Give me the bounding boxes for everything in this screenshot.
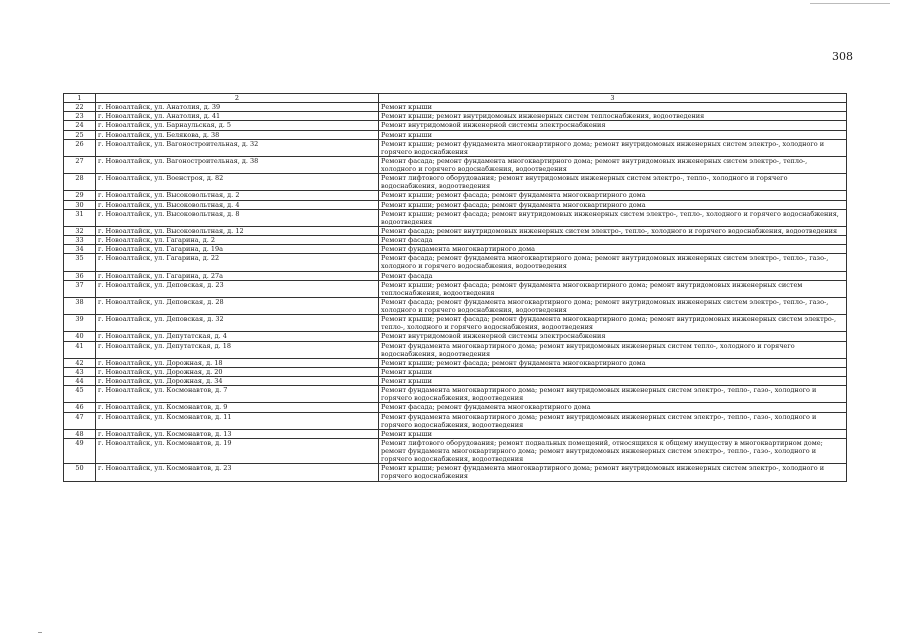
address-cell: г. Новоалтайск, ул. Деповская, д. 23: [96, 280, 379, 297]
address-cell: г. Новоалтайск, ул. Военстроя, д. 82: [96, 174, 379, 191]
works-cell: Ремонт крыши: [379, 429, 847, 438]
row-number-cell: 33: [64, 236, 96, 245]
address-cell: г. Новоалтайск, ул. Барнаульская, д. 5: [96, 121, 379, 130]
column-header-address: 2: [96, 94, 379, 103]
table-row: [64, 332, 847, 341]
table-row: [64, 245, 847, 254]
works-cell: Ремонт фасада: [379, 236, 847, 245]
works-cell: Ремонт фасада; ремонт фундамента многоквартирного дома: [379, 403, 847, 412]
table-row: [64, 121, 847, 130]
address-cell: г. Новоалтайск, ул. Гагарина, д. 2: [96, 236, 379, 245]
column-header-number: 1: [64, 94, 96, 103]
row-number-cell: 37: [64, 280, 96, 297]
address-cell: г. Новоалтайск, ул. Гагарина, д. 27а: [96, 271, 379, 280]
works-cell: Ремонт крыши; ремонт фундамента многоквартирного дома; ремонт внутридомовых инженерных систем электро-, холодного и горячего водоснабжения: [379, 464, 847, 481]
address-cell: г. Новоалтайск, ул. Дорожная, д. 34: [96, 377, 379, 386]
table-row: [64, 464, 847, 481]
row-number-cell: 38: [64, 297, 96, 314]
table-header-row: [64, 94, 847, 103]
table-row: [64, 226, 847, 235]
page-number: 308: [832, 50, 853, 63]
address-cell: г. Новоалтайск, ул. Высоковольтная, д. 8: [96, 209, 379, 226]
table-row: [64, 412, 847, 429]
works-cell: Ремонт крыши: [379, 130, 847, 139]
address-cell: г. Новоалтайск, ул. Депутатская, д. 18: [96, 341, 379, 358]
table-row: [64, 174, 847, 191]
column-header-works: 3: [379, 94, 847, 103]
repair-works-table: [63, 93, 847, 482]
works-cell: Ремонт крыши; ремонт фундамента многоквартирного дома; ремонт внутридомовых инженерных систем электро-, холодного и горячего водоснабжения: [379, 139, 847, 156]
row-number-cell: 36: [64, 271, 96, 280]
address-cell: г. Новоалтайск, ул. Высоковольтная, д. 4: [96, 200, 379, 209]
works-cell: Ремонт фундамента многоквартирного дома; ремонт внутридомовых инженерных систем электро-, тепло-, газо-, холодного и горячего водоснабжения, водоотведения: [379, 386, 847, 403]
works-cell: Ремонт лифтового оборудования; ремонт подвальных помещений, относящихся к общему имуществу в многоквартирном доме; ремонт фундамента многоквартирного дома; ремонт внутридомовых инженерных систем электро-, тепло-, газо-, холодного и горячего водоснабжения, водоотведения: [379, 438, 847, 463]
row-number-cell: 26: [64, 139, 96, 156]
address-cell: г. Новоалтайск, ул. Вагоностроительная, д. 32: [96, 139, 379, 156]
address-cell: г. Новоалтайск, ул. Дорожная, д. 18: [96, 358, 379, 367]
address-cell: г. Новоалтайск, ул. Космонавтов, д. 7: [96, 386, 379, 403]
table-row: [64, 254, 847, 271]
address-cell: г. Новоалтайск, ул. Белякова, д. 38: [96, 130, 379, 139]
table-row: [64, 297, 847, 314]
table-row: [64, 139, 847, 156]
address-cell: г. Новоалтайск, ул. Деповская, д. 32: [96, 315, 379, 332]
address-cell: г. Новоалтайск, ул. Анатолия, д. 39: [96, 103, 379, 112]
works-cell: Ремонт фасада; ремонт фундамента многоквартирного дома; ремонт внутридомовых инженерных систем электро-, тепло-, холодного и горячего водоснабжения, водоотведения: [379, 156, 847, 173]
address-cell: г. Новоалтайск, ул. Высоковольтная, д. 12: [96, 226, 379, 235]
row-number-cell: 45: [64, 386, 96, 403]
works-cell: Ремонт крыши; ремонт фасада; ремонт фундамента многоквартирного дома: [379, 358, 847, 367]
row-number-cell: 41: [64, 341, 96, 358]
table-row: [64, 130, 847, 139]
works-cell: Ремонт крыши; ремонт внутридомовых инженерных систем теплоснабжения, водоотведения: [379, 112, 847, 121]
works-cell: Ремонт крыши: [379, 103, 847, 112]
row-number-cell: 30: [64, 200, 96, 209]
table-row: [64, 358, 847, 367]
address-cell: г. Новоалтайск, ул. Космонавтов, д. 11: [96, 412, 379, 429]
row-number-cell: 43: [64, 367, 96, 376]
table-row: [64, 280, 847, 297]
table-row: [64, 367, 847, 376]
row-number-cell: 25: [64, 130, 96, 139]
address-cell: г. Новоалтайск, ул. Вагоностроительная, д. 38: [96, 156, 379, 173]
works-cell: Ремонт внутридомовой инженерной системы электроснабжения: [379, 121, 847, 130]
row-number-cell: 42: [64, 358, 96, 367]
works-cell: Ремонт крыши: [379, 367, 847, 376]
works-cell: Ремонт внутридомовой инженерной системы электроснабжения: [379, 332, 847, 341]
row-number-cell: 23: [64, 112, 96, 121]
works-cell: Ремонт фасада: [379, 271, 847, 280]
row-number-cell: 47: [64, 412, 96, 429]
works-cell: Ремонт фундамента многоквартирного дома; ремонт внутридомовых инженерных систем тепло-, холодного и горячего водоснабжения, водоотведения: [379, 341, 847, 358]
table-row: [64, 341, 847, 358]
table-row: [64, 377, 847, 386]
works-cell: Ремонт крыши; ремонт фасада; ремонт фундамента многоквартирного дома; ремонт внутридомовых инженерных систем теплоснабжения, водоотведения: [379, 280, 847, 297]
table-row: [64, 438, 847, 463]
works-cell: Ремонт фасада; ремонт фундамента многоквартирного дома; ремонт внутридомовых инженерных систем электро-, тепло-, газо-, холодного и горячего водоснабжения, водоотведения: [379, 297, 847, 314]
table-row: [64, 403, 847, 412]
row-number-cell: 40: [64, 332, 96, 341]
works-cell: Ремонт крыши; ремонт фасада; ремонт фундамента многоквартирного дома: [379, 200, 847, 209]
row-number-cell: 29: [64, 191, 96, 200]
row-number-cell: 34: [64, 245, 96, 254]
row-number-cell: 49: [64, 438, 96, 463]
works-cell: Ремонт крыши; ремонт фасада; ремонт фундамента многоквартирного дома: [379, 191, 847, 200]
table-row: [64, 112, 847, 121]
works-cell: Ремонт фасада; ремонт фундамента многоквартирного дома; ремонт внутридомовых инженерных систем электро-, тепло-, газо-, холодного и горячего водоснабжения, водоотведения: [379, 254, 847, 271]
table-row: [64, 429, 847, 438]
table-row: [64, 103, 847, 112]
row-number-cell: 35: [64, 254, 96, 271]
address-cell: г. Новоалтайск, ул. Депутатская, д. 4: [96, 332, 379, 341]
row-number-cell: 28: [64, 174, 96, 191]
row-number-cell: 32: [64, 226, 96, 235]
table-row: [64, 386, 847, 403]
row-number-cell: 46: [64, 403, 96, 412]
row-number-cell: 27: [64, 156, 96, 173]
table-row: [64, 200, 847, 209]
works-cell: Ремонт крыши; ремонт фасада; ремонт фундамента многоквартирного дома; ремонт внутридомовых инженерных систем электро-, тепло-, холодного и горячего водоснабжения, водоотведения: [379, 315, 847, 332]
row-number-cell: 50: [64, 464, 96, 481]
row-number-cell: 24: [64, 121, 96, 130]
row-number-cell: 31: [64, 209, 96, 226]
scan-artifact-mark: [38, 632, 42, 633]
table-row: [64, 315, 847, 332]
table-row: [64, 271, 847, 280]
table-row: [64, 236, 847, 245]
row-number-cell: 22: [64, 103, 96, 112]
address-cell: г. Новоалтайск, ул. Анатолия, д. 41: [96, 112, 379, 121]
table-body: [64, 103, 847, 481]
works-cell: Ремонт фундамента многоквартирного дома; ремонт внутридомовых инженерных систем электро-, тепло-, газо-, холодного и горячего водоснабжения, водоотведения: [379, 412, 847, 429]
address-cell: г. Новоалтайск, ул. Дорожная, д. 20: [96, 367, 379, 376]
address-cell: г. Новоалтайск, ул. Космонавтов, д. 9: [96, 403, 379, 412]
row-number-cell: 48: [64, 429, 96, 438]
address-cell: г. Новоалтайск, ул. Высоковольтная, д. 2: [96, 191, 379, 200]
address-cell: г. Новоалтайск, ул. Космонавтов, д. 23: [96, 464, 379, 481]
works-cell: Ремонт фундамента многоквартирного дома: [379, 245, 847, 254]
row-number-cell: 44: [64, 377, 96, 386]
works-cell: Ремонт крыши: [379, 377, 847, 386]
address-cell: г. Новоалтайск, ул. Гагарина, д. 19а: [96, 245, 379, 254]
address-cell: г. Новоалтайск, ул. Космонавтов, д. 13: [96, 429, 379, 438]
scan-artifact-line: [810, 3, 890, 4]
address-cell: г. Новоалтайск, ул. Деповская, д. 28: [96, 297, 379, 314]
address-cell: г. Новоалтайск, ул. Космонавтов, д. 19: [96, 438, 379, 463]
works-cell: Ремонт фасада; ремонт внутридомовых инженерных систем электро-, тепло-, холодного и горячего водоснабжения, водоотведения: [379, 226, 847, 235]
row-number-cell: 39: [64, 315, 96, 332]
table-row: [64, 156, 847, 173]
table-row: [64, 191, 847, 200]
table-row: [64, 209, 847, 226]
works-cell: Ремонт лифтового оборудования; ремонт внутридомовых инженерных систем электро-, тепло-, холодного и горячего водоснабжения, водоотведения: [379, 174, 847, 191]
works-cell: Ремонт крыши; ремонт фасада; ремонт внутридомовых инженерных систем электро-, тепло-, холодного и горячего водоснабжения, водоотведения: [379, 209, 847, 226]
address-cell: г. Новоалтайск, ул. Гагарина, д. 22: [96, 254, 379, 271]
